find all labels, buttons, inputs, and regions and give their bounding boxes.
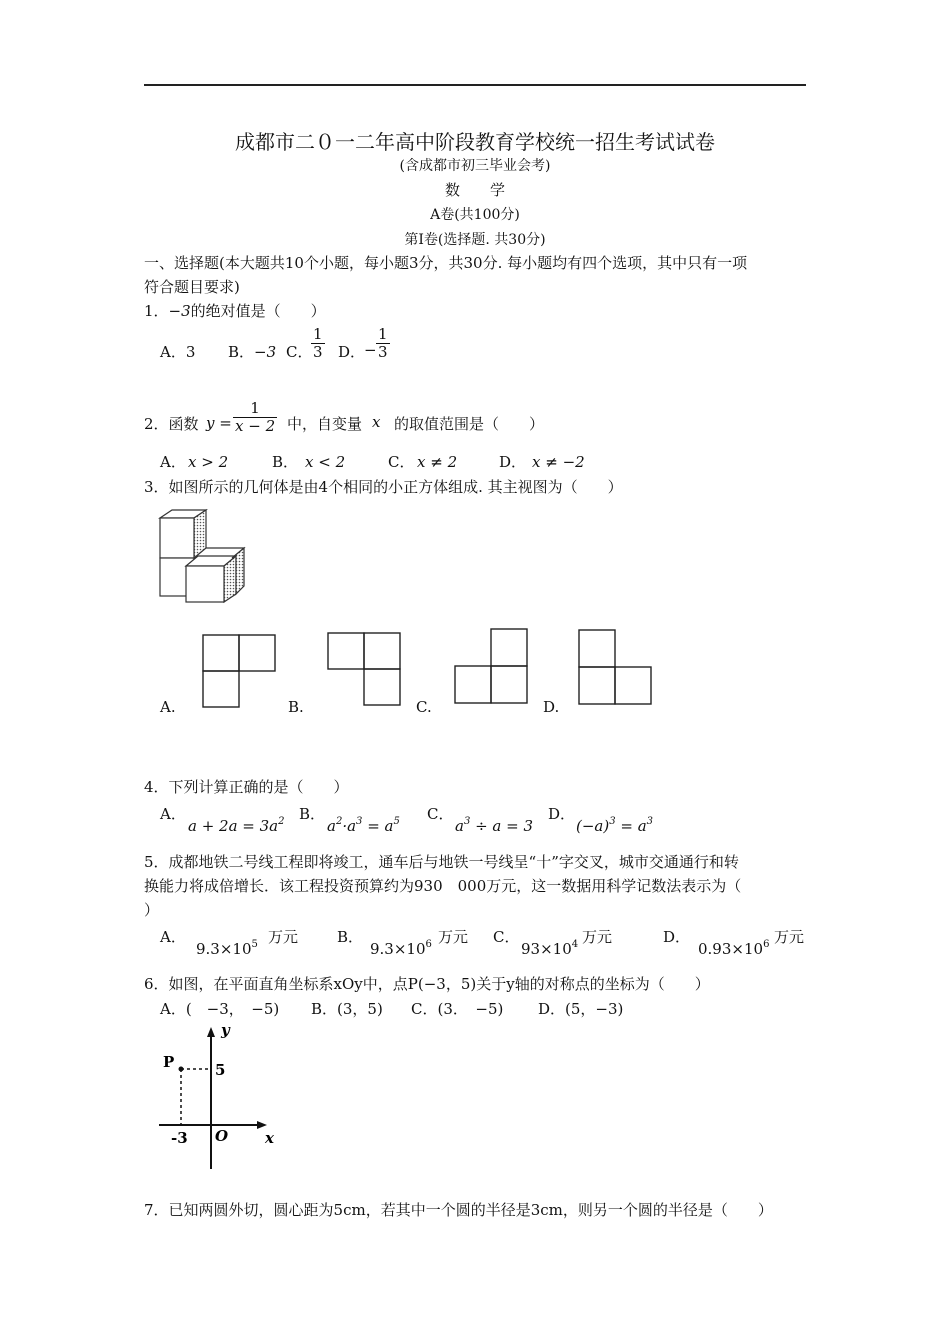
q5-line1: 5．成都地铁二号线工程即将竣工，通车后与地铁一号线呈“十”字交叉，城市交通通行和转 [144, 853, 739, 871]
q4-c-label: C． [427, 805, 454, 823]
q6-fig-minus3-label: -3 [171, 1129, 188, 1147]
exam-title: 成都市二０一二年高中阶段教育学校统一招生考试试卷 [235, 130, 715, 154]
q3-c-label: C. [416, 698, 432, 716]
q6-fig-origin-label: O [215, 1127, 229, 1145]
q1-b-expr: −3 [254, 343, 277, 361]
q1-d-fraction [376, 326, 390, 361]
q1-c-den: 3 [313, 343, 323, 361]
q6-stem: 6．如图，在平面直角坐标系xOy中，点P(−3，5)关于y轴的对称点的坐标为（ ） [144, 975, 710, 993]
q4-a-main: a + 2a = 3a [188, 817, 279, 835]
q4-c-base: a [455, 817, 464, 835]
q4-a-expr [188, 816, 285, 835]
q2-b-label: B． [272, 453, 299, 471]
q4-b-eq: = a [362, 817, 394, 835]
q5-a-base: 9.3×10 [196, 940, 252, 958]
q5-d-unit: 万元 [774, 928, 805, 946]
q7-stem: 7．已知两圆外切，圆心距为5cm，若其中一个圆的半径是3cm，则另一个圆的半径是（ ） [144, 1201, 773, 1219]
q6-option-b: B．(3，5) [311, 1000, 383, 1018]
q5-c-base: 93×10 [521, 940, 572, 958]
q4-a-label: A． [160, 805, 186, 823]
q1-b-label: B． [228, 343, 255, 361]
q4-d-eq: = a [615, 817, 647, 835]
q3-option-b-figure [327, 632, 401, 706]
q5-b-base: 9.3×10 [370, 940, 426, 958]
q4-c-exp: 3 [463, 816, 471, 827]
q3-d-label: D. [543, 698, 560, 716]
q1-d-den: 3 [378, 343, 388, 361]
q5-a-unit: 万元 [268, 928, 299, 946]
q2-func-num: 1 [250, 399, 260, 417]
q6-coordinate-figure [155, 1021, 285, 1171]
q5-d-exp: 6 [763, 939, 770, 950]
q5-b-expr [370, 939, 432, 958]
q5-d-base: 0.93×10 [698, 940, 764, 958]
q5-c-exp: 4 [571, 939, 579, 950]
part-a-heading: A卷(共100分) [430, 207, 520, 223]
q2-a-expr: x > 2 [188, 453, 229, 471]
q5-b-unit: 万元 [438, 928, 469, 946]
q5-c-unit: 万元 [582, 928, 613, 946]
q4-b-exp2: 3 [356, 816, 363, 827]
q5-c-label: C． [493, 928, 520, 946]
q3-a-label: A. [160, 698, 176, 716]
q3-stem: 3．如图所示的几何体是由4个相同的小正方体组成. 其主视图为（ ） [144, 478, 623, 496]
q2-a-label: A． [160, 453, 186, 471]
q2-d-expr: x ≠ −2 [532, 453, 585, 471]
q4-b-expr [327, 816, 400, 835]
q2-mid-text: 中，自变量 [287, 415, 363, 433]
q1-c-fraction [311, 326, 325, 361]
q3-b-label: B. [288, 698, 304, 716]
q4-d-exp1: 3 [609, 816, 616, 827]
q4-c-expr [455, 816, 533, 835]
q3-option-a-figure [202, 634, 276, 708]
q4-b-exp1: 2 [335, 816, 343, 827]
q2-d-label: D． [499, 453, 527, 471]
q6-fig-x-label: x [265, 1129, 274, 1147]
q1-option-a: A．3 [160, 343, 196, 361]
q1-c-label: C． [286, 343, 313, 361]
q4-b-exp3: 5 [393, 816, 400, 827]
q4-b-mid: ·a [342, 817, 357, 835]
q5-b-label: B． [337, 928, 364, 946]
q1-stem [144, 300, 326, 321]
q3-option-c-figure [454, 628, 528, 704]
q6-fig-p-label: P [163, 1053, 175, 1071]
q1-d-sign: − [364, 341, 377, 359]
q2-var: x [372, 413, 381, 431]
q2-func-lhs: y = [206, 414, 232, 432]
q1-expr: −3 [168, 302, 191, 320]
q4-d-expr [576, 816, 653, 835]
q6-option-d: D．(5，−3) [538, 1000, 624, 1018]
q6-option-c: C．(3． −5) [411, 1000, 504, 1018]
q6-option-a: A．( −3， −5) [160, 1000, 280, 1018]
section1-heading: 第Ⅰ卷(选择题. 共30分) [404, 232, 546, 248]
q2-func-den: x − 2 [235, 417, 276, 435]
q6-fig-y-label: y [221, 1021, 230, 1039]
q5-line3: ） [144, 901, 160, 919]
q4-d-label: D． [548, 805, 576, 823]
q4-stem: 4．下列计算正确的是（ ） [144, 778, 349, 796]
q1-option-b [228, 341, 276, 362]
q1-c-num: 1 [313, 325, 323, 343]
q4-b-base1: a [327, 817, 336, 835]
q2-c-label: C． [388, 453, 415, 471]
q5-d-label: D． [663, 928, 691, 946]
q1-number: 1． [144, 302, 169, 320]
q4-b-label: B． [299, 805, 326, 823]
q4-d-exp2: 3 [646, 816, 654, 827]
q4-d-base: (−a) [576, 817, 610, 835]
q5-b-exp: 6 [425, 939, 432, 950]
top-rule [144, 84, 806, 86]
q4-c-rest: ÷ a = 3 [470, 817, 534, 835]
q3-option-d-figure [578, 629, 652, 705]
q5-a-expr [196, 939, 258, 958]
exam-subtitle: (含成都市初三毕业会考) [399, 158, 551, 174]
q2-end-text: 的取值范围是（ ） [394, 415, 545, 433]
q4-a-exp: 2 [278, 816, 285, 827]
subject-heading: 数 学 [444, 181, 505, 199]
q3-cube-figure [154, 506, 258, 602]
q1-d-label: D． [338, 343, 366, 361]
q1-d-num: 1 [378, 325, 388, 343]
q1-text: 的绝对值是（ ） [190, 302, 326, 320]
q2-number: 2．函数 [144, 415, 199, 433]
instructions-line1: 一、选择题(本大题共10个小题，每小题3分，共30分. 每小题均有四个选项，其中只有一项 [144, 254, 748, 272]
q2-c-expr: x ≠ 2 [417, 453, 458, 471]
q2-b-expr: x < 2 [305, 453, 346, 471]
q5-c-expr [521, 939, 578, 958]
q5-d-expr [698, 939, 769, 958]
q2-fraction [233, 400, 277, 435]
q5-line2: 换能力将成倍增长．该工程投资预算约为930 000万元，这一数据用科学记数法表示为（ [144, 877, 742, 895]
q5-a-label: A． [160, 928, 186, 946]
instructions-line2: 符合题目要求) [144, 278, 240, 296]
q6-fig-5-label: 5 [215, 1061, 226, 1079]
q5-a-exp: 5 [251, 939, 258, 950]
